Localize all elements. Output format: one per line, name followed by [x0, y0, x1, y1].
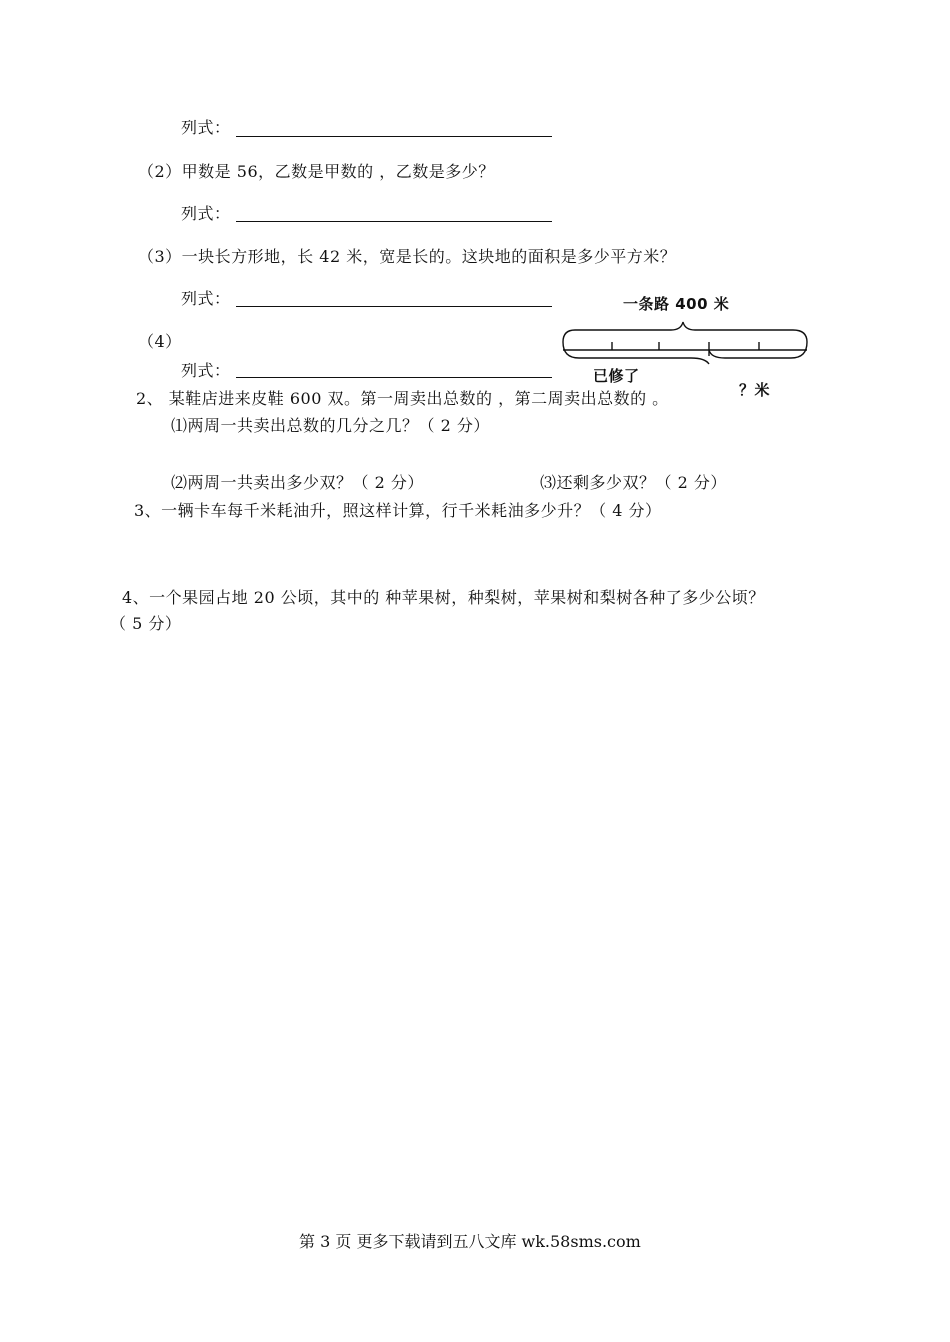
top-brace — [563, 322, 807, 342]
diagram-repaired-label: 已修了 — [593, 367, 640, 385]
formula-label-1: 列式： — [181, 118, 231, 137]
question-4-line-1: 4、一个果园占地 20 公顷，其中的 种苹果树，种梨树，苹果树和梨树各种了多少公顷？ — [122, 588, 765, 607]
answer-blank-3[interactable] — [236, 306, 552, 307]
question-2-sub-2: ⑵两周一共卖出多少双？（ 2 分） — [171, 473, 424, 492]
formula-label-2: 列式： — [181, 204, 231, 223]
question-1-2: （2）甲数是 56，乙数是甲数的 ，乙数是多少？ — [138, 162, 495, 181]
formula-label-4: 列式： — [181, 361, 231, 380]
answer-blank-1[interactable] — [236, 136, 552, 137]
question-2-stem: 2、 某鞋店进来皮鞋 600 双。第一周卖出总数的 ，第二周卖出总数的 。 — [136, 389, 669, 408]
question-2-sub-1: ⑴两周一共卖出总数的几分之几？（ 2 分） — [171, 416, 490, 435]
page-footer: 第 3 页 更多下载请到五八文库 wk.58sms.com — [299, 1232, 641, 1251]
question-4-line-2: （ 5 分） — [110, 614, 182, 633]
question-1-3: （3）一块长方形地，长 42 米，宽是长的。这块地的面积是多少平方米？ — [138, 247, 677, 266]
diagram-title: 一条路 400 米 — [623, 295, 730, 313]
diagram-remaining-label: ？米 — [739, 381, 771, 399]
answer-blank-2[interactable] — [236, 221, 552, 222]
question-1-4: （4） — [138, 332, 182, 351]
question-3-stem: 3、一辆卡车每千米耗油升，照这样计算，行千米耗油多少升？（ 4 分） — [134, 501, 662, 520]
bottom-brace — [563, 342, 709, 364]
road-diagram — [555, 320, 815, 370]
question-2-sub-3: ⑶还剩多少双？（ 2 分） — [540, 473, 727, 492]
formula-label-3: 列式： — [181, 289, 231, 308]
answer-blank-4[interactable] — [236, 377, 552, 378]
